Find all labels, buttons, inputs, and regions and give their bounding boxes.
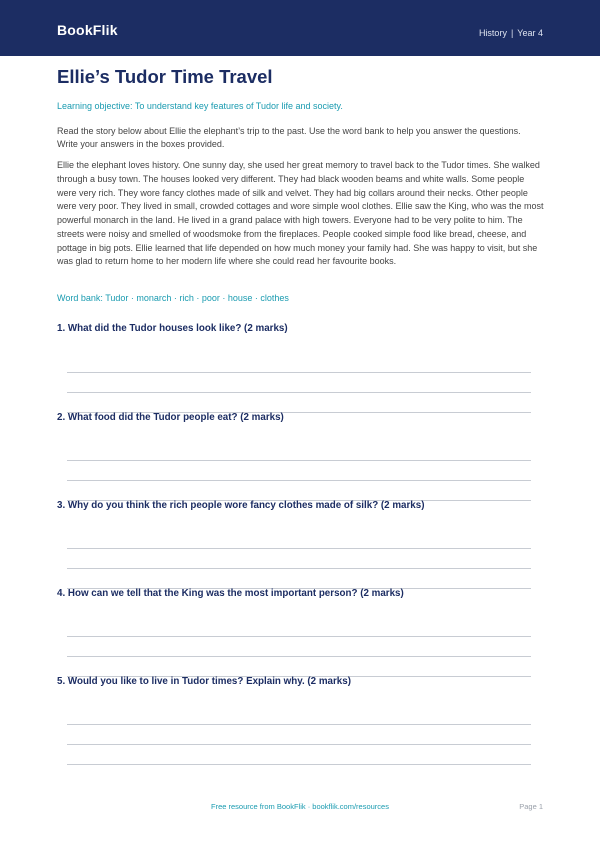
- question-5: 5. Would you like to live in Tudor times? Explain why. (2 marks): [57, 676, 351, 687]
- answer-line[interactable]: [67, 392, 531, 393]
- learning-objective: Learning objective: To understand key features of Tudor life and society.: [57, 101, 343, 111]
- answer-line[interactable]: [67, 764, 531, 765]
- answer-line[interactable]: [67, 744, 531, 745]
- year-label: Year 4: [517, 28, 543, 38]
- answer-line[interactable]: [67, 372, 531, 373]
- separator: |: [510, 28, 514, 38]
- page-number: Page 1: [519, 802, 543, 811]
- answer-line[interactable]: [67, 568, 531, 569]
- answer-line[interactable]: [67, 548, 531, 549]
- question-1: 1. What did the Tudor houses look like? (2 marks): [57, 323, 288, 334]
- worksheet-title: Ellie’s Tudor Time Travel: [57, 66, 273, 87]
- question-4: 4. How can we tell that the King was the most important person? (2 marks): [57, 588, 404, 599]
- answer-line[interactable]: [67, 636, 531, 637]
- answer-line[interactable]: [67, 480, 531, 481]
- page-header: [0, 0, 600, 56]
- footer-credit: Free resource from BookFlik · bookflik.com/resources: [211, 802, 389, 811]
- word-bank: Word bank: Tudor · monarch · rich · poor · house · clothes: [57, 293, 289, 303]
- instructions: Read the story below about Ellie the elephant’s trip to the past. Use the word bank to help you answer the questions. Write your answers in the boxes provided.: [57, 126, 521, 149]
- question-3: 3. Why do you think the rich people wore fancy clothes made of silk? (2 marks): [57, 500, 425, 511]
- answer-line[interactable]: [67, 460, 531, 461]
- subject-year-label: [479, 28, 543, 38]
- story-text: Ellie the elephant loves history. One sunny day, she used her great memory to travel back to the Tudor times. She walked through a busy town. The houses looked very different. They had black wooden beams and white walls. Some people were very rich. They wore fancy clothes made of silk and velvet. They had big collars around their necks. Other people were very poor. They lived in small, crowded cottages and wore simple wool clothes. Ellie saw the King, who was the most powerful monarch in the land. He lived in a grand palace with high towers. Everyone had to be very polite to him. The streets were noisy and smelled of woodsmoke from the fireplaces. People cooked simple food like bread, cheese, and pottage in big pots. Ellie learned that life depended on how much money your family had. She was happy to visit, but she was glad to return home to her modern life where she could read her favourite books.: [57, 160, 544, 267]
- answer-line[interactable]: [67, 656, 531, 657]
- subject-label: History: [478, 28, 507, 38]
- brand-logo: BookFlik: [57, 22, 118, 38]
- question-2: 2. What food did the Tudor people eat? (2 marks): [57, 412, 284, 423]
- answer-line[interactable]: [67, 724, 531, 725]
